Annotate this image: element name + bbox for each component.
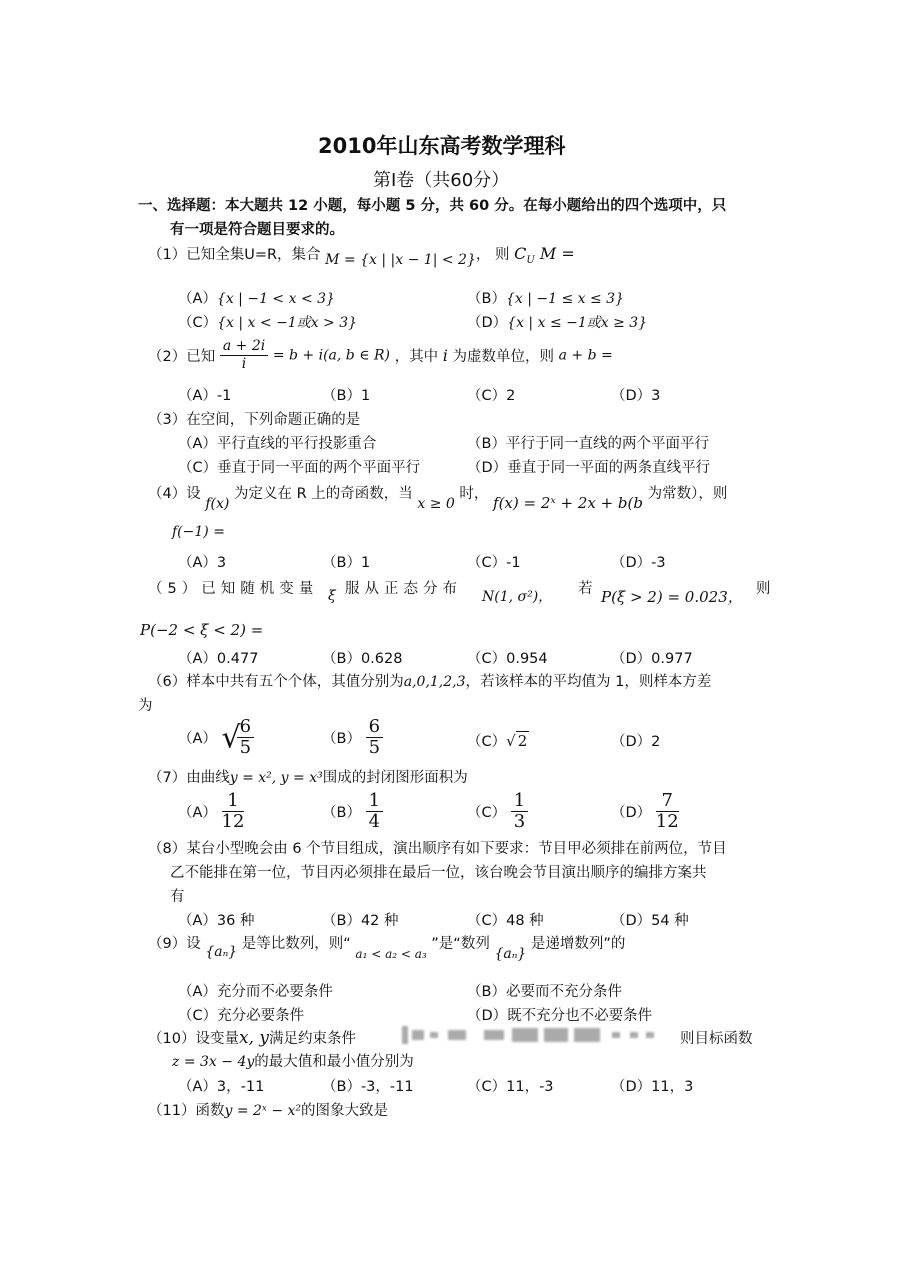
q8-option-c[interactable]: （C）48 种 bbox=[467, 913, 544, 929]
sqrt-icon: √ 2 bbox=[506, 732, 528, 750]
q10-stem-c: 则目标函数 bbox=[680, 1031, 753, 1047]
section-heading-line2: 有一项是符合题目要求的。 bbox=[170, 222, 344, 238]
q10-option-c[interactable]: （C）11，-3 bbox=[467, 1079, 554, 1095]
q6-option-c[interactable]: （C）√ 2 bbox=[467, 732, 528, 750]
q3-option-a[interactable]: （A）平行直线的平行投影重合 bbox=[178, 436, 377, 452]
q10-option-d[interactable]: （D）11，3 bbox=[611, 1079, 694, 1095]
q5-prob: P(ξ > 2) = 0.023， bbox=[601, 588, 743, 606]
q6-stem-c: 为 bbox=[138, 698, 153, 714]
q2-option-c[interactable]: （C）2 bbox=[467, 388, 516, 404]
q2-option-d[interactable]: （D）3 bbox=[611, 388, 661, 404]
q5-option-b[interactable]: （B）0.628 bbox=[322, 651, 403, 667]
q1-set-m: M = {x | |x − 1| < 2} bbox=[325, 252, 476, 268]
q4-option-a[interactable]: （A）3 bbox=[178, 555, 227, 571]
q5-expr2: P(−2 < ξ < 2) = bbox=[140, 621, 264, 639]
page-subtitle: 第Ⅰ卷（共60分） bbox=[373, 170, 510, 191]
q3-option-d[interactable]: （D）垂直于同一平面的两条直线平行 bbox=[467, 460, 711, 476]
q2-fraction: $\frac{a + 2i}{i}$ bbox=[220, 338, 268, 373]
q8-line2: 乙不能排在第一位，节目丙必须排在最后一位，该台晚会节目演出顺序的编排方案共 bbox=[170, 865, 707, 881]
blurred-constraints-icon bbox=[400, 1024, 678, 1046]
page-title: 2010年山东高考数学理科 bbox=[318, 134, 566, 158]
q4-expr2: f(−1) = bbox=[172, 524, 225, 540]
q2-option-a[interactable]: （A）-1 bbox=[178, 388, 232, 404]
q8-line1: （8）某台小型晚会由 6 个节目组成，演出顺序有如下要求：节目甲必须排在前两位，节目 bbox=[148, 841, 727, 857]
q10-stem: （10）设变量x, y满足约束条件 bbox=[148, 1028, 356, 1048]
q10-option-b[interactable]: （B）-3，-11 bbox=[322, 1079, 414, 1095]
q5-option-d[interactable]: （D）0.977 bbox=[611, 651, 693, 667]
q7-option-b[interactable]: （B） $\frac{1}{4}$ bbox=[322, 791, 383, 832]
q2-option-b[interactable]: （B）1 bbox=[322, 388, 371, 404]
q11-stem: （11）函数y = 2ˣ − x²的图象大致是 bbox=[148, 1103, 389, 1119]
q6-option-d[interactable]: （D）2 bbox=[611, 734, 661, 750]
q7-stem: （7）由曲线y = x², y = x³围成的封闭图形面积为 bbox=[148, 770, 468, 786]
section-heading-line1: 一、选择题：本大题共 12 小题，每小题 5 分，共 60 分。在每小题给出的四个选项中，只 bbox=[138, 198, 727, 214]
q10-stem-2: z = 3x − 4y的最大值和最小值分别为 bbox=[172, 1054, 414, 1070]
q9-option-d[interactable]: （D）既不充分也不必要条件 bbox=[467, 1008, 653, 1024]
q3-option-b[interactable]: （B）平行于同一直线的两个平面平行 bbox=[467, 436, 709, 452]
q1-option-b[interactable]: （B）{x | −1 ≤ x ≤ 3} bbox=[467, 291, 624, 307]
q4-stem: （4）设 f(x) 为定义在 R 上的奇函数，当 x ≥ 0 时， f(x) = 2ˣ + 2x + b(b 为常数），则 bbox=[148, 486, 728, 512]
q4-option-c[interactable]: （C）-1 bbox=[467, 555, 521, 571]
q2-stem: （2）已知 $\frac{a + 2i}{i}$ = b + i(a, b ∈ R) ，其中 i 为虚数单位，则 a + b = bbox=[148, 338, 613, 372]
q5-stem-a: （5）已知随机变量 bbox=[148, 581, 319, 597]
q1-complement: $C_U$ M = bbox=[514, 244, 575, 267]
q9-option-a[interactable]: （A）充分而不必要条件 bbox=[178, 984, 333, 1000]
q4-option-d[interactable]: （D）-3 bbox=[611, 555, 666, 571]
q10-option-a[interactable]: （A）3，-11 bbox=[178, 1079, 265, 1095]
q4-option-b[interactable]: （B）1 bbox=[322, 555, 371, 571]
sqrt-icon: √ bbox=[221, 720, 241, 755]
q6-stem: （6）样本中共有五个个体，其值分别为a,0,1,2,3，若该样本的平均值为 1，则样本方差 bbox=[148, 674, 712, 690]
q7-option-c[interactable]: （C） $\frac{1}{3}$ bbox=[467, 791, 528, 832]
q8-option-d[interactable]: （D）54 种 bbox=[611, 913, 689, 929]
q5-stem-b: 服从正态分布 bbox=[345, 581, 462, 597]
q6-option-a[interactable]: （A） √ $\frac{6}{5}$ bbox=[178, 717, 254, 758]
q1-option-d[interactable]: （D）{x | x ≤ −1或x ≥ 3} bbox=[467, 315, 648, 331]
q8-option-a[interactable]: （A）36 种 bbox=[178, 913, 255, 929]
q5-option-a[interactable]: （A）0.477 bbox=[178, 651, 259, 667]
q8-option-b[interactable]: （B）42 种 bbox=[322, 913, 399, 929]
q6-option-b[interactable]: （B） $\frac{6}{5}$ bbox=[322, 717, 383, 758]
q7-option-a[interactable]: （A） $\frac{1}{12}$ bbox=[178, 790, 245, 832]
q9-stem: （9）设 {aₙ} 是等比数列，则“ $_{a_1 < a_2 < a_3}$ ”是“数列 {aₙ} 是递增数列”的 bbox=[148, 936, 626, 962]
q9-option-c[interactable]: （C）充分必要条件 bbox=[178, 1008, 305, 1024]
constraint-system-image bbox=[400, 1024, 678, 1046]
q5-stem-c: 若 bbox=[578, 581, 593, 597]
q1-option-c[interactable]: （C）{x | x < −1或x > 3} bbox=[178, 315, 358, 331]
q1-stem: （1）已知全集U=R，集合 M = {x | |x − 1| < 2}， 则 $C_U$ M = bbox=[148, 244, 575, 268]
q5-xi: ξ bbox=[328, 588, 336, 604]
q5-option-c[interactable]: （C）0.954 bbox=[467, 651, 548, 667]
q5-dist: N(1, σ²)， bbox=[482, 589, 553, 605]
q5-stem-d: 则 bbox=[756, 581, 771, 597]
q7-option-d[interactable]: （D） $\frac{7}{12}$ bbox=[611, 790, 679, 832]
q3-option-c[interactable]: （C）垂直于同一平面的两个平面平行 bbox=[178, 460, 421, 476]
q1-option-a[interactable]: （A）{x | −1 < x < 3} bbox=[178, 291, 335, 307]
q9-option-b[interactable]: （B）必要而不充分条件 bbox=[467, 984, 622, 1000]
q8-line3: 有 bbox=[170, 889, 185, 905]
q3-stem: （3）在空间，下列命题正确的是 bbox=[148, 412, 361, 428]
